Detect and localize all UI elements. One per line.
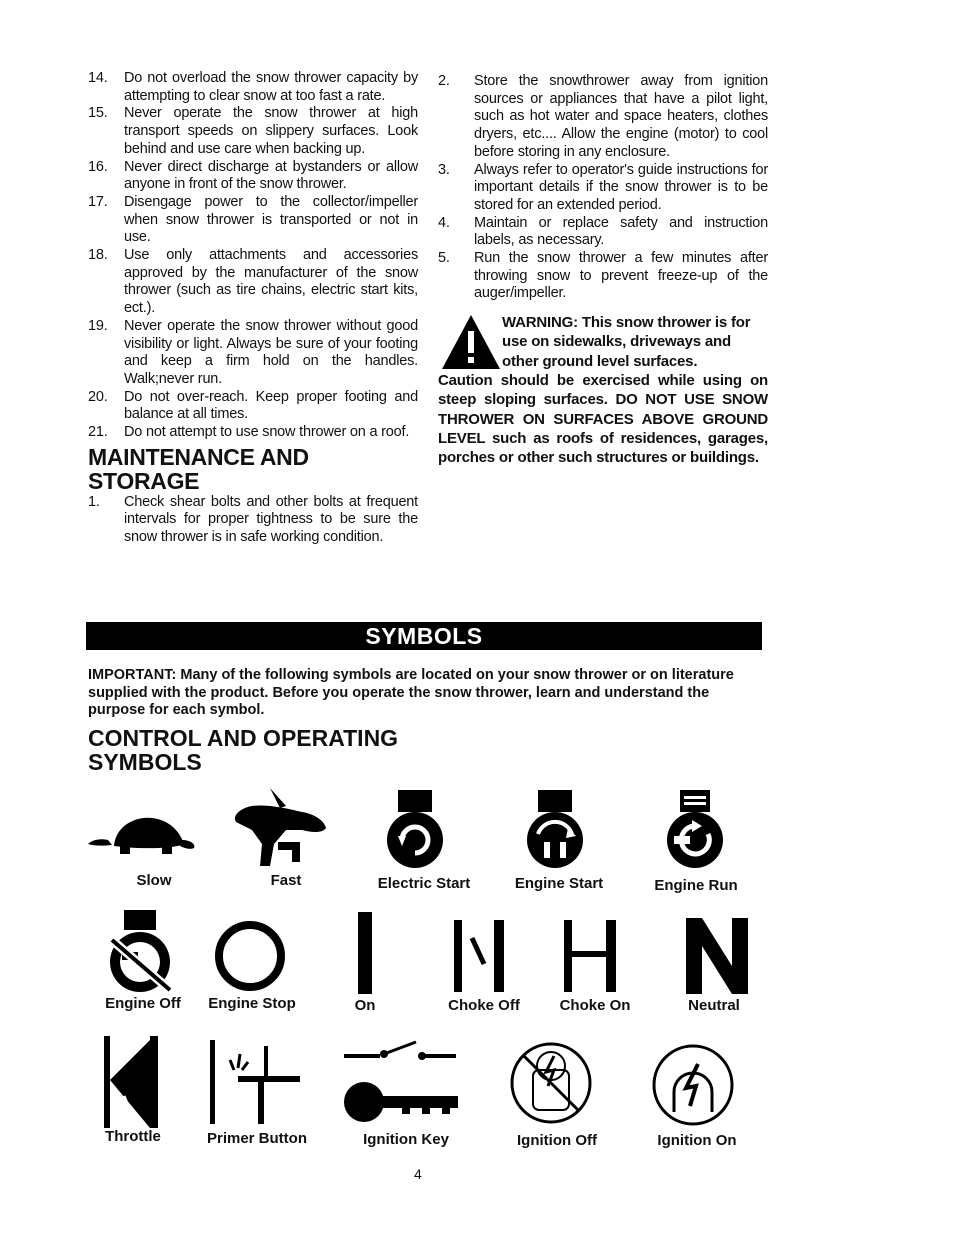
warning-triangle-icon [438, 313, 502, 371]
engine-stop-label: Engine Stop [208, 995, 296, 1012]
list-item [88, 105, 418, 158]
page-number: 4 [414, 1166, 422, 1182]
ignition-off-label: Ignition Off [517, 1132, 597, 1149]
list-item [88, 159, 418, 194]
safety-list-left [88, 70, 418, 442]
choke-on-label: Choke On [559, 997, 631, 1014]
left-column [88, 70, 418, 547]
item-text: Never direct discharge at bystanders or allow anyone in front of the snow thrower. [124, 158, 418, 193]
list-item [88, 389, 418, 424]
list-item [88, 424, 418, 442]
ignition-on-label: Ignition On [657, 1132, 737, 1149]
item-number: 17. [88, 193, 108, 210]
item-number: 18. [88, 247, 108, 264]
choke-off-icon [454, 920, 504, 992]
item-text: Always refer to operator's guide instructions for important details if the snow thrower is to be stored for an extended period. [474, 161, 768, 213]
right-column [438, 73, 768, 468]
item-number: 21. [88, 424, 108, 441]
maintenance-list [88, 494, 418, 547]
choke-off-label: Choke Off [448, 997, 520, 1014]
control-heading: CONTROL AND OPERATING SYMBOLS [88, 725, 399, 775]
primer-button-label: Primer Button [206, 1130, 307, 1147]
item-text: Never operate the snow thrower at high transport speeds on slippery surfaces. Look behind and use care when backing up. [124, 105, 418, 157]
warning-body: Caution should be exercised while using on steep sloping surfaces. DO NOT USE SNOW THROWER ON SURFACES ABOVE GROUND LEVEL such as roofs of residences, garages, porches or other such structures or buildings. [438, 372, 768, 467]
engine-run-icon [664, 790, 726, 872]
on-icon [356, 912, 376, 994]
item-text: Use only attachments and accessories approved by the manufacturer of the snow thrower (such as tire chains, electric start kits, ect.). [124, 247, 418, 317]
item-text: Store the snowthrower away from ignition sources or appliances that have a pilot light, such as hot water and space heaters, clothes dryers, etc.... Allow the engine (motor) to cool before storing in any enclosure. [474, 73, 768, 160]
rabbit-icon [230, 786, 330, 868]
item-text: Do not attempt to use snow thrower on a roof. [124, 424, 410, 441]
fast-label: Fast [270, 872, 302, 889]
item-number: 4. [438, 214, 450, 231]
on-label: On [354, 997, 376, 1014]
primer-button-icon [210, 1040, 300, 1124]
warning-block [438, 313, 768, 467]
engine-run-label: Engine Run [654, 877, 738, 894]
item-text: Do not overload the snow thrower capacity by attempting to clear snow at too fast a rate. [124, 70, 418, 104]
list-item [88, 247, 418, 318]
important-note: IMPORTANT: Many of the following symbols are located on your snow thrower or on literature supplied with the product. Before you operate the snow thrower, learn and understand the purpose for each symbol. [88, 667, 734, 718]
engine-off-icon [108, 910, 174, 994]
electric-start-icon [384, 790, 446, 872]
ignition-key-icon [342, 1038, 460, 1126]
item-number: 5. [438, 250, 450, 267]
item-number: 2. [438, 73, 450, 89]
item-text: Check shear bolts and other bolts at frequent intervals for proper tightness to be sure the snow thrower is in safe working condition. [124, 493, 418, 546]
list-item [438, 250, 768, 303]
warning-heading: WARNING: This snow thrower is for use on sidewalks, driveways and other ground level surfaces. [502, 314, 751, 370]
neutral-icon [686, 918, 748, 994]
symbols-banner: SYMBOLS [86, 622, 762, 650]
electric-start-label: Electric Start [377, 875, 471, 892]
list-item [438, 162, 768, 215]
turtle-icon [86, 810, 198, 870]
neutral-label: Neutral [688, 997, 740, 1014]
item-number: 14. [88, 70, 108, 86]
maintenance-list-right [438, 73, 768, 303]
item-number: 1. [88, 493, 100, 510]
item-number: 15. [88, 105, 108, 122]
item-text: Never operate the snow thrower without good visibility or light. Always be sure of your footing and keep a firm hold on the handles. Walk;never run. [124, 317, 418, 387]
list-item [438, 73, 768, 162]
list-item [438, 215, 768, 250]
item-number: 16. [88, 158, 108, 175]
ignition-on-icon [650, 1042, 736, 1128]
item-text: Do not over-reach. Keep proper footing and balance at all times. [124, 388, 418, 423]
list-item [88, 194, 418, 247]
list-item [88, 70, 418, 105]
slow-label: Slow [136, 872, 172, 889]
ignition-off-icon [508, 1040, 594, 1126]
item-text: Maintain or replace safety and instruction labels, as necessary. [474, 214, 768, 249]
list-item [88, 494, 418, 547]
engine-stop-icon [212, 918, 288, 994]
ignition-key-label: Ignition Key [363, 1131, 449, 1148]
throttle-label: Throttle [105, 1128, 161, 1145]
item-number: 3. [438, 161, 450, 178]
maintenance-heading: MAINTENANCE AND STORAGE [88, 443, 309, 494]
engine-start-label: Engine Start [514, 875, 604, 892]
throttle-icon [104, 1036, 158, 1128]
engine-off-label: Engine Off [105, 995, 181, 1012]
engine-start-icon [524, 790, 586, 872]
item-text: Disengage power to the collector/impeller when snow thrower is transported or not in use. [124, 193, 418, 246]
list-item [88, 318, 418, 389]
choke-on-icon [564, 920, 616, 992]
item-number: 19. [88, 317, 108, 334]
item-text: Run the snow thrower a few minutes after throwing snow to prevent freeze-up of the auger/impeller. [474, 250, 768, 302]
item-number: 20. [88, 388, 108, 405]
